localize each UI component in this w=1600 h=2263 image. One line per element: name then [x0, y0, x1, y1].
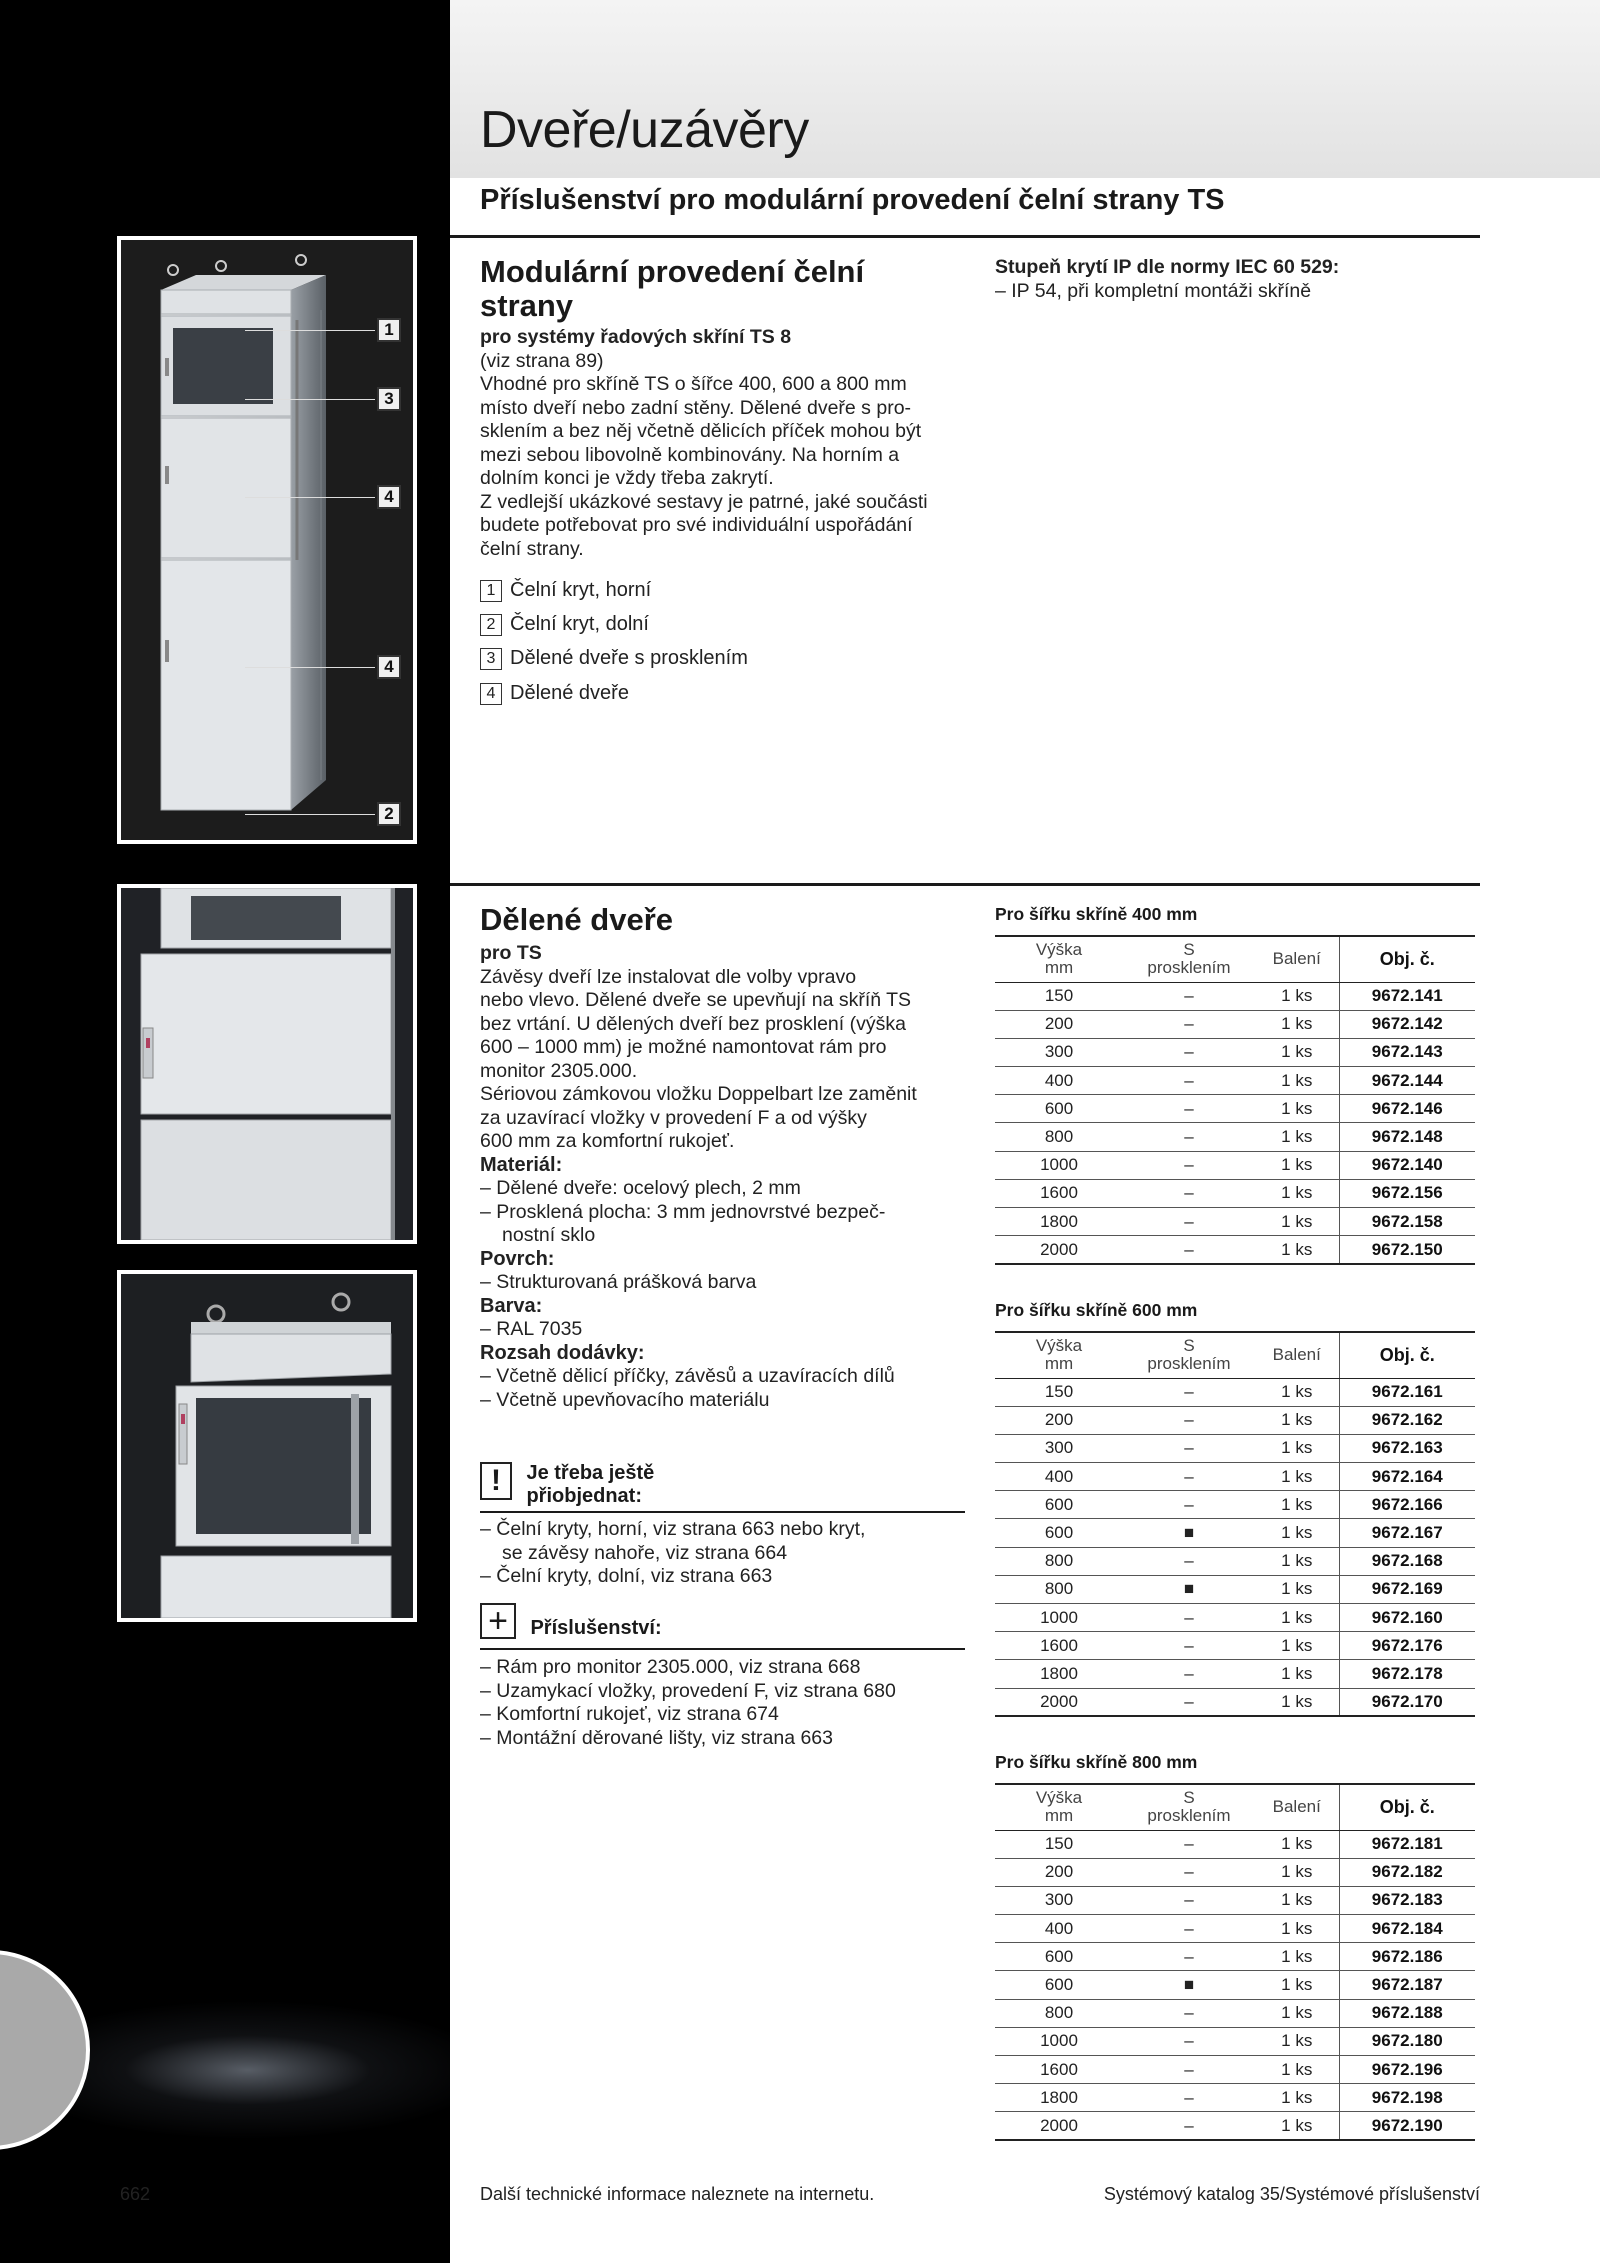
- body-line: Závěsy dveří lze instalovat dle volby vpravo: [480, 965, 857, 988]
- order-table-800: [995, 1783, 1475, 2141]
- cell-order-number: 9672.162: [1339, 1406, 1475, 1434]
- table-row: [995, 1179, 1475, 1207]
- cell-height: 600: [995, 1943, 1123, 1971]
- callout-line: [245, 814, 375, 815]
- cell-order-number: 9672.188: [1339, 1999, 1475, 2027]
- cell-pack: 1 ks: [1255, 1208, 1339, 1236]
- cell-pack: 1 ks: [1255, 982, 1339, 1010]
- accessories-rule: [480, 1648, 965, 1650]
- cell-glazed: –: [1123, 982, 1255, 1010]
- cell-height: 800: [995, 1123, 1123, 1151]
- cell-order-number: 9672.186: [1339, 1943, 1475, 1971]
- callout-badge: 2: [377, 802, 401, 826]
- table-row: [995, 1886, 1475, 1914]
- header-height-text: Výška: [1035, 1336, 1083, 1356]
- cell-height: 1800: [995, 1208, 1123, 1236]
- cell-order-number: 9672.198: [1339, 2084, 1475, 2112]
- table-row: [995, 1095, 1475, 1123]
- cell-order-number: 9672.160: [1339, 1604, 1475, 1632]
- header-glazed-text: S: [1183, 1336, 1195, 1356]
- order-also-list: [480, 1518, 980, 1589]
- accessories-block: [480, 1603, 965, 1640]
- cell-order-number: 9672.148: [1339, 1123, 1475, 1151]
- cell-glazed: –: [1123, 1095, 1255, 1123]
- cell-pack: 1 ks: [1255, 1547, 1339, 1575]
- body-line: Sériovou zámkovou vložku Doppelbart lze zaměnit: [480, 1083, 917, 1105]
- cell-order-number: 9672.168: [1339, 1547, 1475, 1575]
- cell-pack: 1 ks: [1255, 1575, 1339, 1603]
- body-line: Z vedlejší ukázkové sestavy je patrné, jaké součásti: [480, 490, 928, 513]
- table-row: [995, 982, 1475, 1010]
- cell-glazed: –: [1123, 2056, 1255, 2084]
- cell-order-number: 9672.170: [1339, 1688, 1475, 1716]
- cell-height: 1600: [995, 1179, 1123, 1207]
- order-table-400: [995, 935, 1475, 1265]
- cell-height: 600: [995, 1491, 1123, 1519]
- header-height: [995, 936, 1123, 982]
- cell-height: 800: [995, 1999, 1123, 2027]
- table-caption-600: Pro šířku skříně 600 mm: [995, 1300, 1198, 1320]
- header-height-text: mm: [1044, 1806, 1074, 1826]
- cell-pack: 1 ks: [1255, 1095, 1339, 1123]
- header-height-text: Výška: [1035, 1788, 1083, 1808]
- divided-door-illustration: [121, 888, 413, 1240]
- cell-pack: 1 ks: [1255, 2112, 1339, 2140]
- header-rule: [450, 235, 1480, 238]
- cell-height: 200: [995, 1406, 1123, 1434]
- cell-glazed: –: [1123, 2084, 1255, 2112]
- cell-height: 1000: [995, 1151, 1123, 1179]
- cabinet-assembly-photo: [117, 236, 417, 844]
- cell-height: 1000: [995, 2027, 1123, 2055]
- cell-glazed: –: [1123, 1886, 1255, 1914]
- table-row: [995, 2056, 1475, 2084]
- cell-height: 600: [995, 1519, 1123, 1547]
- cell-order-number: 9672.187: [1339, 1971, 1475, 1999]
- table-row: [995, 1038, 1475, 1066]
- callout-line: [245, 399, 375, 400]
- warning-icon: !: [480, 1462, 512, 1500]
- table-row: [995, 1971, 1475, 1999]
- cell-height: 400: [995, 1067, 1123, 1095]
- header-glazed-text: prosklením: [1147, 1354, 1231, 1374]
- body-line: čelní strany.: [480, 537, 584, 560]
- cell-height: 150: [995, 982, 1123, 1010]
- scope-item: – Včetně upevňovacího materiálu: [480, 1388, 770, 1411]
- section-body-divided-doors: [480, 942, 980, 1412]
- cell-glazed: –: [1123, 1491, 1255, 1519]
- callout-badge: 4: [377, 485, 401, 509]
- legend-number: 2: [480, 614, 502, 636]
- body-line: bez vrtání. U dělených dveří bez prosklení (výška: [480, 1012, 906, 1035]
- material-item: – Prosklená plocha: 3 mm jednovrstvé bezpeč-: [480, 1200, 886, 1223]
- legend-label: Dělené dveře s prosklením: [510, 647, 748, 669]
- table-row: [995, 1915, 1475, 1943]
- ip-rating-item: – IP 54, při kompletní montáži skříně: [995, 279, 1312, 302]
- order-also-heading-line: Je třeba ještě: [526, 1462, 655, 1484]
- cell-pack: 1 ks: [1255, 1123, 1339, 1151]
- cell-height: 2000: [995, 2112, 1123, 2140]
- section-body-modular: [480, 326, 980, 561]
- table-row: [995, 1208, 1475, 1236]
- cell-order-number: 9672.169: [1339, 1575, 1475, 1603]
- order-also-heading: [526, 1462, 654, 1508]
- cell-height: 200: [995, 1858, 1123, 1886]
- header-pack-text: Balení: [1272, 1345, 1321, 1365]
- cell-height: 300: [995, 1434, 1123, 1462]
- section-subhead: pro TS: [480, 942, 542, 964]
- accessories-list: [480, 1656, 980, 1750]
- order-also-item: – Čelní kryty, dolní, viz strana 663: [480, 1565, 773, 1587]
- cell-pack: 1 ks: [1255, 1378, 1339, 1406]
- legend-item: [480, 577, 651, 603]
- body-line: místo dveří nebo zadní stěny. Dělené dveře s pro-: [480, 396, 912, 419]
- section-rule: [450, 883, 1480, 886]
- cell-glazed: –: [1123, 1010, 1255, 1038]
- header-pack: [1255, 1332, 1339, 1378]
- cell-order-number: 9672.141: [1339, 982, 1475, 1010]
- header-pack-text: Balení: [1272, 949, 1321, 969]
- cell-glazed: –: [1123, 1632, 1255, 1660]
- header-height: [995, 1332, 1123, 1378]
- header-glazed-text: prosklením: [1147, 958, 1231, 978]
- cell-pack: 1 ks: [1255, 1434, 1339, 1462]
- header-order-number-text: Obj. č.: [1379, 949, 1435, 970]
- cell-order-number: 9672.140: [1339, 1151, 1475, 1179]
- body-line: 600 mm za komfortní rukojeť.: [480, 1130, 735, 1152]
- table-row: [995, 1123, 1475, 1151]
- cell-pack: 1 ks: [1255, 1830, 1339, 1858]
- cell-pack: 1 ks: [1255, 1915, 1339, 1943]
- legend-label: Čelní kryt, dolní: [510, 613, 649, 635]
- ip-rating-block: [995, 256, 1465, 303]
- table-row: [995, 1151, 1475, 1179]
- cell-pack: 1 ks: [1255, 1463, 1339, 1491]
- table-row: [995, 2112, 1475, 2140]
- cell-glazed: –: [1123, 1067, 1255, 1095]
- cell-height: 1800: [995, 1660, 1123, 1688]
- cell-glazed: –: [1123, 1208, 1255, 1236]
- body-line: 600 – 1000 mm) je možné namontovat rám pro: [480, 1036, 887, 1058]
- cell-glazed: –: [1123, 1378, 1255, 1406]
- cell-order-number: 9672.156: [1339, 1179, 1475, 1207]
- cell-glazed: –: [1123, 1858, 1255, 1886]
- cell-pack: 1 ks: [1255, 1151, 1339, 1179]
- table-row: [995, 1519, 1475, 1547]
- cell-glazed: –: [1123, 1688, 1255, 1716]
- callout-badge: 1: [377, 318, 401, 342]
- order-also-block: [480, 1462, 965, 1508]
- legend-item: [480, 645, 748, 671]
- body-line: dolním konci je vždy třeba zakrytí.: [480, 467, 774, 489]
- header-pack: [1255, 936, 1339, 982]
- cell-height: 800: [995, 1547, 1123, 1575]
- section-title-modular: Modulární provedení čelní strany: [480, 254, 865, 323]
- body-line: sklením a bez něj včetně dělicích příček mohou být: [480, 420, 922, 442]
- callout-line: [245, 667, 375, 668]
- cell-pack: 1 ks: [1255, 2084, 1339, 2112]
- order-also-rule: [480, 1511, 965, 1513]
- table-row: [995, 1491, 1475, 1519]
- cell-glazed: –: [1123, 1236, 1255, 1264]
- cell-pack: 1 ks: [1255, 2056, 1339, 2084]
- material-item: – Dělené dveře: ocelový plech, 2 mm: [480, 1177, 801, 1199]
- table-row: [995, 1463, 1475, 1491]
- cell-pack: 1 ks: [1255, 1406, 1339, 1434]
- glazed-door-illustration: [121, 1274, 413, 1618]
- table-row: [995, 1999, 1475, 2027]
- legend-label: Čelní kryt, horní: [510, 579, 652, 601]
- cell-glazed: ■: [1123, 1575, 1255, 1603]
- footer-catalog: Systémový katalog 35/Systémové příslušenství: [1103, 2184, 1480, 2204]
- cell-glazed: –: [1123, 1151, 1255, 1179]
- ip-rating-title: Stupeň krytí IP dle normy IEC 60 529:: [995, 256, 1340, 278]
- header-height-text: mm: [1044, 1354, 1074, 1374]
- color-item: – RAL 7035: [480, 1318, 583, 1340]
- legend-number: 4: [480, 683, 502, 705]
- cell-height: 1600: [995, 1632, 1123, 1660]
- callout-line: [245, 330, 375, 331]
- cell-pack: 1 ks: [1255, 1971, 1339, 1999]
- cell-pack: 1 ks: [1255, 1010, 1339, 1038]
- cell-height: 800: [995, 1575, 1123, 1603]
- cell-order-number: 9672.176: [1339, 1632, 1475, 1660]
- cell-pack: 1 ks: [1255, 1236, 1339, 1264]
- body-line: budete potřebovat pro své individuální uspořádání: [480, 514, 913, 536]
- table-caption-800: Pro šířku skříně 800 mm: [995, 1752, 1198, 1772]
- cell-pack: 1 ks: [1255, 1943, 1339, 1971]
- table-row: [995, 1858, 1475, 1886]
- glazed-door-photo: [117, 1270, 417, 1622]
- cell-glazed: –: [1123, 2027, 1255, 2055]
- table-caption-400: Pro šířku skříně 400 mm: [995, 904, 1198, 924]
- accessory-item: – Uzamykací vložky, provedení F, viz strana 680: [480, 1679, 896, 1702]
- callout-badge: 4: [377, 655, 401, 679]
- cell-height: 2000: [995, 1236, 1123, 1264]
- legend-number: 1: [480, 580, 502, 602]
- callout-line: [245, 497, 375, 498]
- cell-order-number: 9672.142: [1339, 1010, 1475, 1038]
- cell-order-number: 9672.182: [1339, 1858, 1475, 1886]
- cell-height: 150: [995, 1830, 1123, 1858]
- cell-height: 300: [995, 1038, 1123, 1066]
- header-glazed: [1123, 1784, 1255, 1830]
- cell-pack: 1 ks: [1255, 1999, 1339, 2027]
- body-line: Vhodné pro skříně TS o šířce 400, 600 a 800 mm: [480, 373, 907, 395]
- page-subtitle: Příslušenství pro modulární provedení čelní strany TS: [480, 184, 1225, 216]
- cell-glazed: ■: [1123, 1519, 1255, 1547]
- cell-pack: 1 ks: [1255, 1519, 1339, 1547]
- order-table-600: [995, 1331, 1475, 1717]
- cell-glazed: –: [1123, 1406, 1255, 1434]
- cell-pack: 1 ks: [1255, 1604, 1339, 1632]
- cell-height: 600: [995, 1095, 1123, 1123]
- table-row: [995, 1943, 1475, 1971]
- cell-pack: 1 ks: [1255, 1886, 1339, 1914]
- table-row: [995, 1547, 1475, 1575]
- accessory-item: – Montážní děrované lišty, viz strana 663: [480, 1726, 833, 1749]
- cell-pack: 1 ks: [1255, 1858, 1339, 1886]
- cell-order-number: 9672.183: [1339, 1886, 1475, 1914]
- header-order-number: [1339, 936, 1475, 982]
- surface-item: – Strukturovaná prášková barva: [480, 1271, 757, 1293]
- material-heading: Materiál:: [480, 1153, 563, 1176]
- page-number: 662: [120, 2184, 151, 2204]
- cell-pack: 1 ks: [1255, 2027, 1339, 2055]
- body-line: monitor 2305.000.: [480, 1059, 638, 1082]
- header-glazed-text: prosklením: [1147, 1806, 1231, 1826]
- cell-height: 300: [995, 1886, 1123, 1914]
- cell-order-number: 9672.164: [1339, 1463, 1475, 1491]
- table-row: [995, 1632, 1475, 1660]
- order-also-item-continued: se závěsy nahoře, viz strana 664: [502, 1541, 788, 1564]
- legend-item: [480, 611, 649, 637]
- section-subhead: pro systémy řadových skříní TS 8: [480, 326, 792, 348]
- header-order-number-text: Obj. č.: [1379, 1797, 1435, 1818]
- cell-order-number: 9672.150: [1339, 1236, 1475, 1264]
- cell-pack: 1 ks: [1255, 1067, 1339, 1095]
- cell-glazed: –: [1123, 1830, 1255, 1858]
- cell-order-number: 9672.146: [1339, 1095, 1475, 1123]
- accessories-heading: Příslušenství:: [530, 1617, 662, 1639]
- surface-heading: Povrch:: [480, 1247, 555, 1270]
- cell-order-number: 9672.143: [1339, 1038, 1475, 1066]
- table-row: [995, 1236, 1475, 1264]
- table-row: [995, 1575, 1475, 1603]
- cell-pack: 1 ks: [1255, 1660, 1339, 1688]
- header-height: [995, 1784, 1123, 1830]
- table-row: [995, 1378, 1475, 1406]
- header-glazed-text: S: [1183, 940, 1195, 960]
- color-heading: Barva:: [480, 1294, 543, 1317]
- cell-glazed: –: [1123, 1123, 1255, 1151]
- table-row: [995, 2084, 1475, 2112]
- cell-glazed: ■: [1123, 1971, 1255, 1999]
- order-also-item: – Čelní kryty, horní, viz strana 663 nebo kryt,: [480, 1518, 866, 1540]
- table-row: [995, 2027, 1475, 2055]
- table-row: [995, 1660, 1475, 1688]
- divided-door-photo: [117, 884, 417, 1244]
- cell-glazed: –: [1123, 1943, 1255, 1971]
- cell-order-number: 9672.178: [1339, 1660, 1475, 1688]
- cell-height: 600: [995, 1971, 1123, 1999]
- header-glazed: [1123, 936, 1255, 982]
- body-line: (viz strana 89): [480, 349, 604, 372]
- table-row: [995, 1604, 1475, 1632]
- header-glazed: [1123, 1332, 1255, 1378]
- accessory-item: – Komfortní rukojeť, viz strana 674: [480, 1703, 779, 1725]
- legend-item: [480, 680, 629, 706]
- cell-glazed: –: [1123, 1660, 1255, 1688]
- legend-number: 3: [480, 648, 502, 670]
- order-also-heading-line: přiobjednat:: [526, 1485, 642, 1507]
- cell-order-number: 9672.161: [1339, 1378, 1475, 1406]
- cell-pack: 1 ks: [1255, 1179, 1339, 1207]
- header-order-number-text: Obj. č.: [1379, 1345, 1435, 1366]
- cell-height: 1800: [995, 2084, 1123, 2112]
- cell-glazed: –: [1123, 1604, 1255, 1632]
- cell-pack: 1 ks: [1255, 1632, 1339, 1660]
- cell-height: 2000: [995, 1688, 1123, 1716]
- header-order-number: [1339, 1332, 1475, 1378]
- table-row: [995, 1434, 1475, 1462]
- cell-order-number: 9672.163: [1339, 1434, 1475, 1462]
- body-line: za uzavírací vložky v provedení F a od výšky: [480, 1106, 867, 1129]
- header-height-text: mm: [1044, 958, 1074, 978]
- cell-height: 1000: [995, 1604, 1123, 1632]
- cell-order-number: 9672.180: [1339, 2027, 1475, 2055]
- header-height-text: Výška: [1035, 940, 1083, 960]
- cell-glazed: –: [1123, 1179, 1255, 1207]
- table-header-row: [995, 936, 1475, 982]
- cell-glazed: –: [1123, 2112, 1255, 2140]
- cell-order-number: 9672.166: [1339, 1491, 1475, 1519]
- cell-glazed: –: [1123, 1999, 1255, 2027]
- page-title: Dveře/uzávěry: [480, 101, 809, 159]
- cell-height: 400: [995, 1463, 1123, 1491]
- header-glazed-text: S: [1183, 1788, 1195, 1808]
- cell-order-number: 9672.196: [1339, 2056, 1475, 2084]
- scope-heading: Rozsah dodávky:: [480, 1341, 645, 1364]
- cell-glazed: –: [1123, 1434, 1255, 1462]
- header-pack-text: Balení: [1272, 1797, 1321, 1817]
- table-row: [995, 1688, 1475, 1716]
- cell-glazed: –: [1123, 1463, 1255, 1491]
- cell-order-number: 9672.190: [1339, 2112, 1475, 2140]
- material-item-continued: nostní sklo: [502, 1224, 596, 1246]
- section-title-divided-doors: Dělené dveře: [480, 902, 673, 937]
- cell-pack: 1 ks: [1255, 1688, 1339, 1716]
- table-header-row: [995, 1784, 1475, 1830]
- cell-order-number: 9672.184: [1339, 1915, 1475, 1943]
- scope-item: – Včetně dělicí příčky, závěsů a uzavíracích dílů: [480, 1365, 895, 1387]
- body-line: nebo vlevo. Dělené dveře se upevňují na skříň TS: [480, 989, 912, 1011]
- cell-order-number: 9672.181: [1339, 1830, 1475, 1858]
- cell-height: 1600: [995, 2056, 1123, 2084]
- table-row: [995, 1067, 1475, 1095]
- cell-height: 150: [995, 1378, 1123, 1406]
- cell-height: 400: [995, 1915, 1123, 1943]
- footer-note: Další technické informace naleznete na internetu.: [480, 2184, 875, 2204]
- cell-order-number: 9672.167: [1339, 1519, 1475, 1547]
- plus-icon: +: [480, 1603, 516, 1639]
- legend-label: Dělené dveře: [510, 682, 629, 704]
- table-header-row: [995, 1332, 1475, 1378]
- body-line: mezi sebou libovolně kombinovány. Na horním a: [480, 443, 900, 466]
- cell-order-number: 9672.158: [1339, 1208, 1475, 1236]
- header-pack: [1255, 1784, 1339, 1830]
- table-row: [995, 1010, 1475, 1038]
- callout-badge: 3: [377, 387, 401, 411]
- table-row: [995, 1406, 1475, 1434]
- cell-glazed: –: [1123, 1547, 1255, 1575]
- header-order-number: [1339, 1784, 1475, 1830]
- cell-height: 200: [995, 1010, 1123, 1038]
- accessory-item: – Rám pro monitor 2305.000, viz strana 668: [480, 1656, 861, 1678]
- cell-order-number: 9672.144: [1339, 1067, 1475, 1095]
- cell-glazed: –: [1123, 1915, 1255, 1943]
- cell-pack: 1 ks: [1255, 1491, 1339, 1519]
- cell-glazed: –: [1123, 1038, 1255, 1066]
- cell-pack: 1 ks: [1255, 1038, 1339, 1066]
- table-row: [995, 1830, 1475, 1858]
